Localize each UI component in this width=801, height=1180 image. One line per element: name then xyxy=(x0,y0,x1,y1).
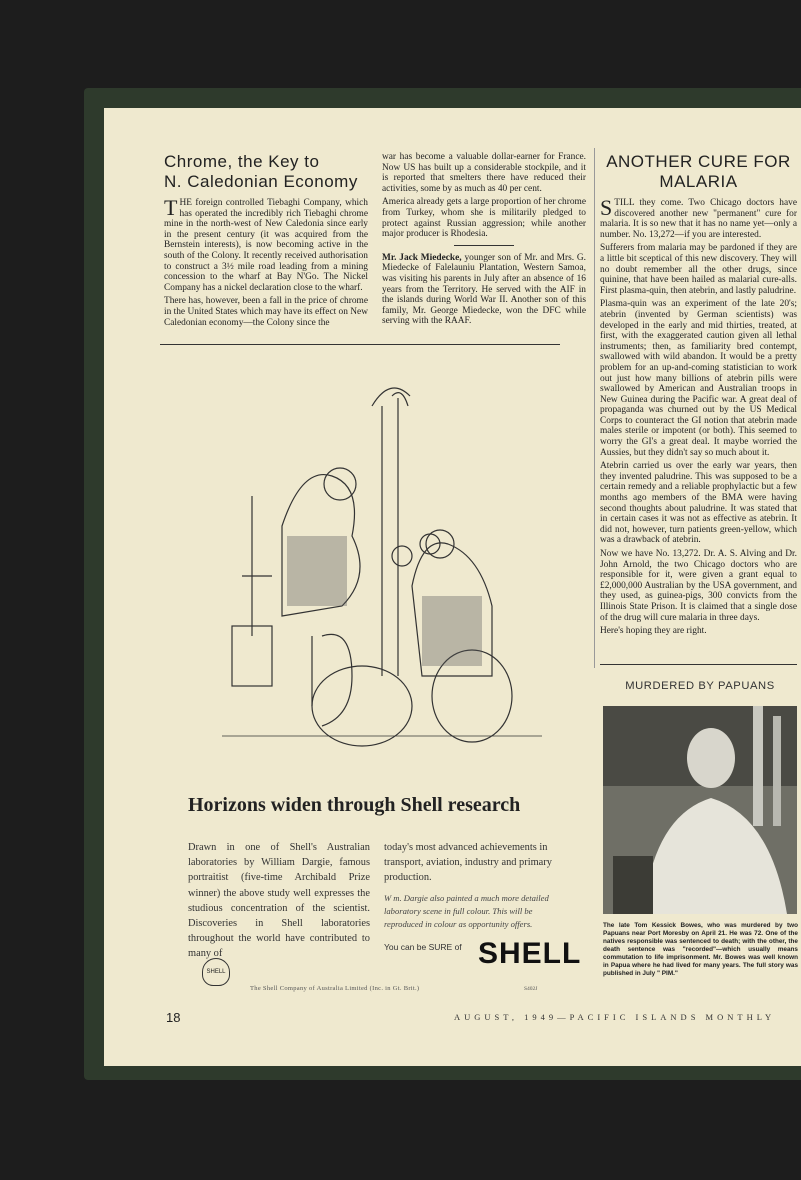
shell-emblem-icon: SHELL xyxy=(202,958,230,986)
portrait-photo xyxy=(603,706,797,914)
page-number: 18 xyxy=(166,1010,181,1025)
section-divider xyxy=(160,344,560,345)
article-chrome-col1 xyxy=(164,152,368,331)
article-malaria-p4: Atebrin carried us over the early war years, then they invented paludrine. This was supposed to be a certain remedy and a reliable prophylactic but a few months ago members of the BMA were having second thoughts about paludrine. It was stated that in certain cases it was not as effective as atebrin. It did not, however, turn patients green-yellow, which was a drawback of atebrin. xyxy=(600,461,797,546)
article-chrome-col2 xyxy=(382,152,586,330)
article-malaria-p1-text: TILL they come. Two Chicago doctors have discovered another new "permanent" cure for malaria. It is so new that it has no name yet—only a number. No. 13,272—if you are interested. xyxy=(600,198,797,240)
article-malaria-title-line2: MALARIA xyxy=(659,172,738,191)
column-divider-vertical xyxy=(594,148,595,668)
ad-copy-col1: Drawn in one of Shell's Australian laboratories by William Dargie, famous portraitist (five-time Archibald Prize winner) the above study well expresses the studious concentration of the scientist. Discoveries in Shell laboratories throughout the world have contributed to many of xyxy=(188,842,370,960)
drop-cap: T xyxy=(164,195,178,220)
article-malaria-p3: Plasma-quin was an experiment of the late 20's; atebrin (invented by German scientists) was developed in the early and mid thirties, treated, at first, with the exaggerated caution given all lethal instruments; then, as familiarity bred contempt, swallowed with wild abandon. It would be a pretty problem for an up-and-coming statistician to work out just how many billions of atebrin pills were swallowed by American and Australian troops in New Guinea during the Pacific war. A great deal of propaganda was churned out by the US Medical Corps to counteract the GI notion that atebrin made males sterile or impotent (or both). This seemed to worry the GI's a great deal. It maybe worried the Aussies, but they didn't say so much about it. xyxy=(600,299,797,458)
article-chrome-title-line2: N. Caledonian Economy xyxy=(164,172,358,191)
ad-copy-col2-text: today's most advanced achievements in transport, aviation, industry and primary production. xyxy=(384,842,552,884)
magazine-page xyxy=(104,108,801,1066)
article-malaria xyxy=(600,152,797,640)
ad-headline: Horizons widen through Shell research xyxy=(188,794,521,816)
running-footer: AUGUST, 1949—PACIFIC ISLANDS MONTHLY xyxy=(454,1012,776,1022)
shell-logo: SHELL xyxy=(478,937,582,970)
article-malaria-p5: Now we have No. 13,272. Dr. A. S. Alving and Dr. John Arnold, the two Chicago doctors who are responsible for it, were given a grant equal to £2,000,000 Australian by the USA government, and they used, as guinea-pigs, 300 convicts from the Illinois State Prison. It is claimed that a single dose of the drug will cure malaria in three days. xyxy=(600,549,797,623)
column-divider-short xyxy=(454,245,514,246)
sidebar-divider xyxy=(600,664,797,665)
sidebar-heading: MURDERED BY PAPUANS xyxy=(625,680,775,692)
photo-caption: The late Tom Kessick Bowes, who was murdered by two Papuans near Port Moresby on April 21. He was 72. One of the natives responsible was sentenced to death; with the other, the death sentence was "recorded"—which usually means commutation to life imprisonment. Mr. Bowes was well known in Papua where he had lived for many years. The full story was published in July " PIM." xyxy=(603,922,798,977)
ad-note: W m. Dargie also painted a much more detailed laboratory scene in full colour. This will be reproduced in colour as opportunity offers. xyxy=(384,892,549,929)
article-chrome-title-line1: Chrome, the Key to xyxy=(164,152,320,171)
ad-imprint: The Shell Company of Australia Limited (Inc. in Gt. Brit.) xyxy=(250,985,420,992)
article-chrome-p1-text: HE foreign controlled Tiebaghi Company, which has operated the incredibly rich Tiebaghi chrome mine in the north-west of New Caledonia since early in the present century (it was acquired from the Bernstein interests), is now becoming active in the south of the Colony. It recently received authorisation to construct a 3½ mile road leading from a mining concession to the wharf at Bay N'Go. The Nickel Company has a nickel declaration close to the wharf. xyxy=(164,198,368,293)
ad-code: S402J xyxy=(524,986,538,992)
article-malaria-title xyxy=(600,152,797,192)
shell-tagline: You can be SURE of xyxy=(384,942,462,952)
article-chrome-p2: There has, however, been a fall in the price of chrome in the United States which may have its effect on New Caledonian economy—the Colony since the xyxy=(164,296,368,328)
article-chrome-p1 xyxy=(164,195,368,293)
article-chrome-p3: war has become a valuable dollar-earner for France. Now US has built up a considerable stockpile, and it is reported that smelters there have reduced their activities, some by as much as 40 per cent. xyxy=(382,152,586,194)
laboratory-sketch xyxy=(222,376,542,774)
miedecke-body: younger son of Mr. and Mrs. G. Miedecke of Falelauniu Plantation, Western Samoa, was visiting his parents in July after an absence of 16 years from the Territory. He served with the AIF in the islands during World War II. Another son of this family, Mr. George Miedecke, won the DFC while serving with the RAAF. xyxy=(382,252,586,327)
article-chrome-title xyxy=(164,152,368,192)
article-chrome-p4: America already gets a large proportion of her chrome from Turkey, whom she is militarily pledged to protect against Russian aggression; while another major producer is Rhodesia. xyxy=(382,197,586,240)
article-malaria-p6: Here's hoping they are right. xyxy=(600,626,707,637)
article-malaria-p1 xyxy=(600,195,797,240)
article-malaria-p2: Sufferers from malaria may be pardoned if they are a little bit sceptical of this new discovery. They will no doubt remember all the other drugs, since quinine, that have been hailed as malarial cure-alls. First plasma-quin, then atebrin, and lastly paludrine. xyxy=(600,243,797,296)
article-malaria-title-line1: ANOTHER CURE FOR xyxy=(606,152,791,171)
ad-copy-col2 xyxy=(384,840,564,931)
drop-cap: S xyxy=(600,195,613,220)
miedecke-item xyxy=(382,253,586,327)
miedecke-heading: Mr. Jack Miedecke, xyxy=(382,252,462,263)
